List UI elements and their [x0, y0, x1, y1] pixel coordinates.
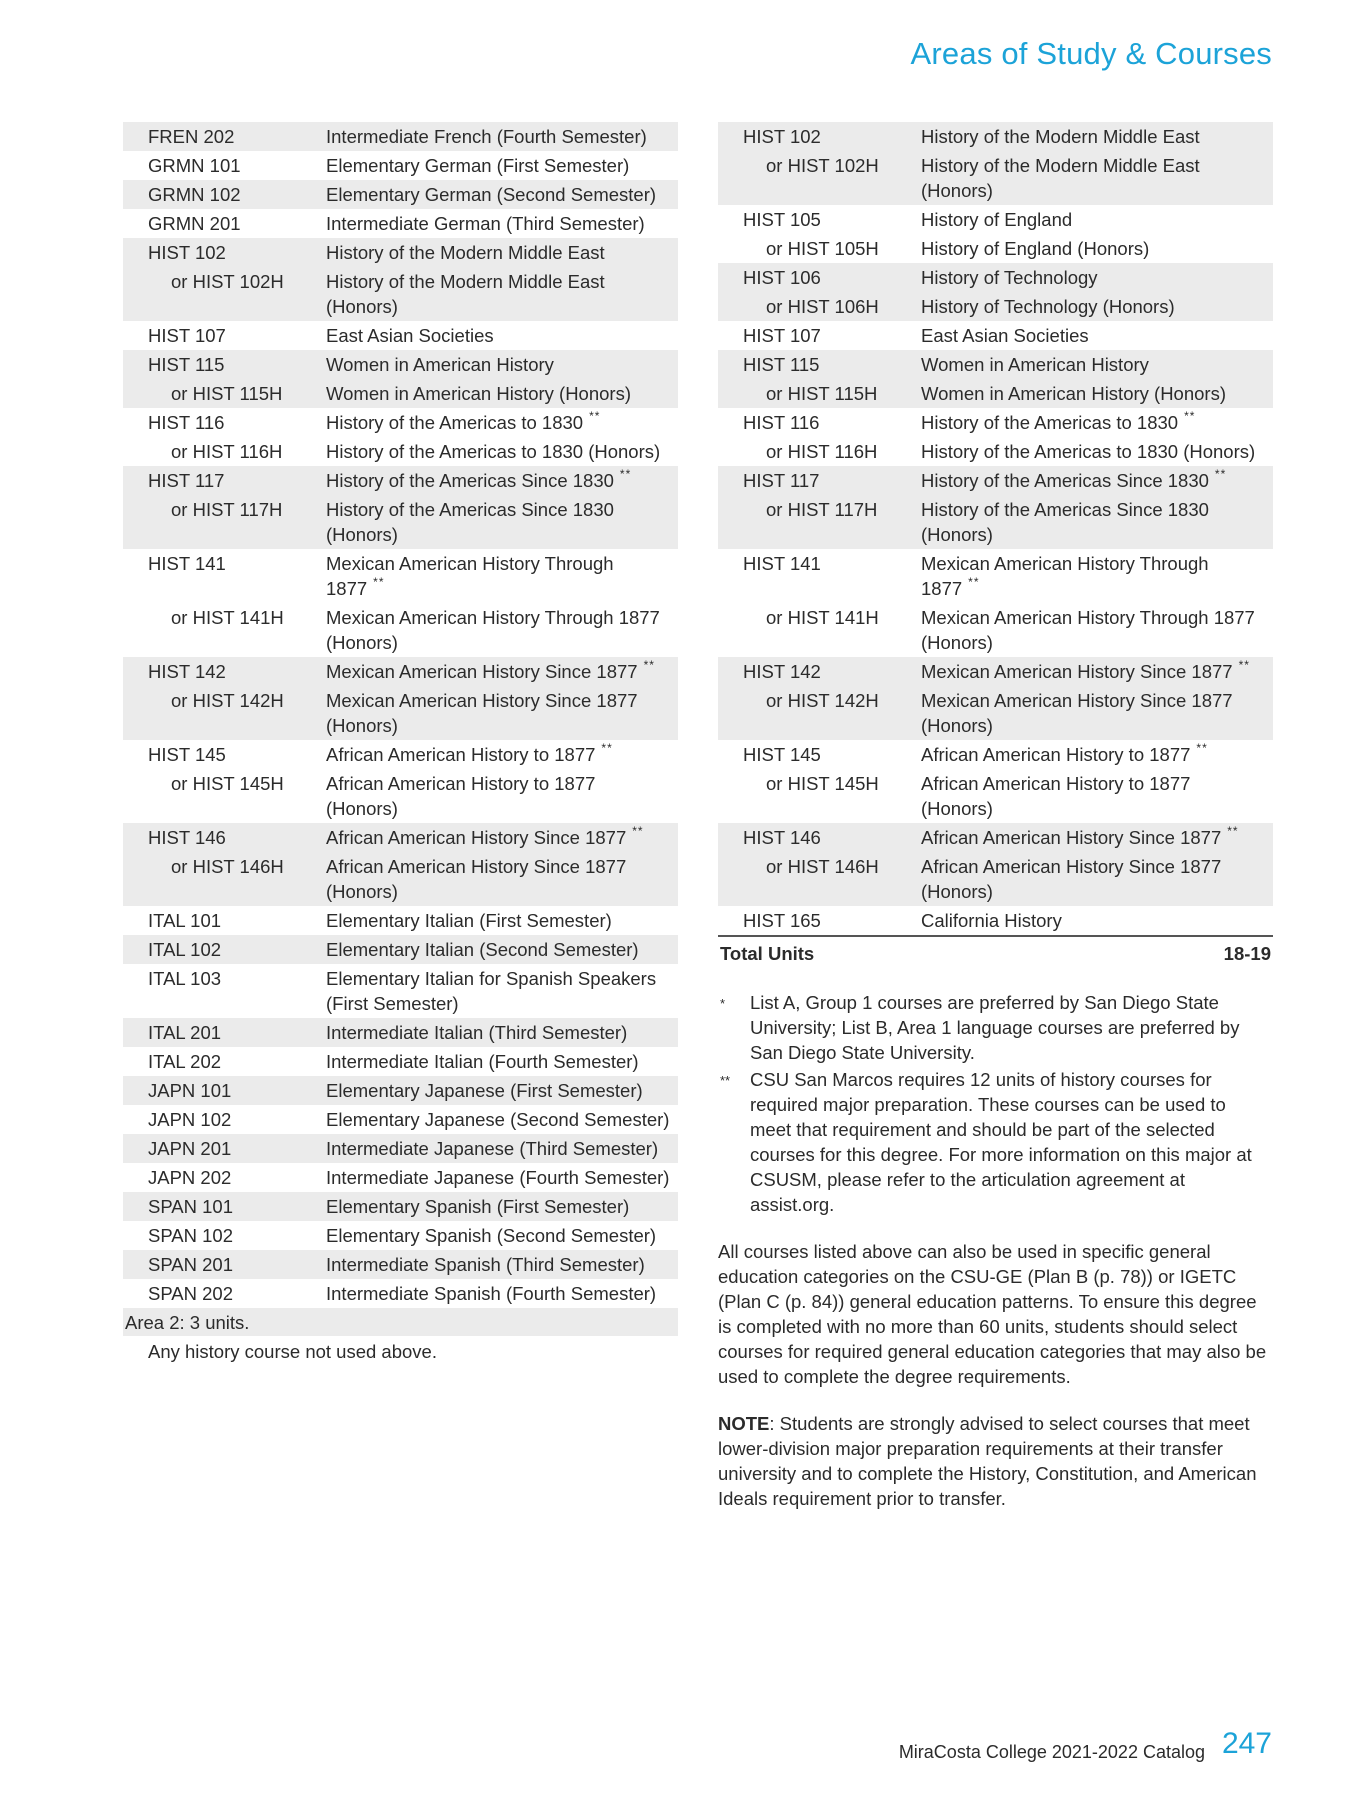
- course-code: HIST 146: [123, 823, 326, 852]
- course-code: or HIST 115H: [123, 379, 326, 408]
- course-title: Mexican American History Since 1877 (Honors): [921, 690, 1233, 736]
- footnote-marker: **: [1184, 409, 1196, 423]
- course-title: Women in American History: [326, 354, 554, 375]
- course-title: History of the Modern Middle East: [921, 126, 1200, 147]
- course-title-cell: [326, 686, 678, 740]
- catalog-footer: MiraCosta College 2021-2022 Catalog: [898, 1742, 1205, 1762]
- course-table-left: [123, 122, 678, 1308]
- footnote-marker: **: [589, 409, 601, 423]
- course-title-cell: [921, 906, 1273, 935]
- course-code: HIST 141: [148, 553, 226, 574]
- course-row: [123, 1279, 678, 1308]
- page-title: Areas of Study & Courses: [910, 36, 1272, 71]
- course-title-cell: [326, 209, 678, 238]
- course-row: [718, 350, 1273, 379]
- course-row: [123, 1105, 678, 1134]
- course-row: [123, 466, 678, 495]
- course-row: [123, 549, 678, 603]
- course-row: [123, 852, 678, 906]
- course-code: or HIST 146H: [123, 852, 326, 906]
- course-title: East Asian Societies: [326, 325, 494, 346]
- course-title-cell: [326, 1076, 678, 1105]
- course-title: Elementary Italian for Spanish Speakers (First Semester): [326, 968, 657, 1014]
- course-title-cell: [326, 379, 678, 408]
- course-title: Intermediate Spanish (Fourth Semester): [326, 1283, 657, 1304]
- course-code: or HIST 115H: [718, 379, 921, 408]
- course-title: History of Technology (Honors): [921, 296, 1175, 317]
- course-title-cell: [326, 1105, 678, 1134]
- course-code: GRMN 201: [148, 213, 241, 234]
- course-code: HIST 116: [743, 412, 820, 433]
- course-row: [123, 180, 678, 209]
- total-units-value: 18-19: [1223, 943, 1271, 964]
- course-row: [718, 603, 1273, 657]
- course-title: Elementary Japanese (Second Semester): [326, 1109, 670, 1130]
- course-table-right: [718, 122, 1273, 935]
- course-title-cell: [326, 321, 678, 350]
- course-code: JAPN 102: [148, 1109, 232, 1130]
- course-title: Intermediate Italian (Fourth Semester): [326, 1051, 639, 1072]
- footnote-marker: **: [643, 658, 655, 672]
- course-row: [123, 437, 678, 466]
- course-title: Intermediate French (Fourth Semester): [326, 126, 647, 147]
- course-title: Intermediate Japanese (Fourth Semester): [326, 1167, 670, 1188]
- course-title: African American History to 1877: [921, 744, 1191, 765]
- course-title: Women in American History (Honors): [326, 383, 631, 404]
- footnote-marker: **: [1214, 467, 1227, 481]
- course-title: Mexican American History Since 1877: [921, 661, 1233, 682]
- course-title: Elementary Italian (Second Semester): [326, 939, 639, 960]
- course-code: or HIST 117H: [718, 495, 921, 549]
- course-title: African American History Since 1877 (Honors): [921, 856, 1222, 902]
- course-title: Elementary German (First Semester): [326, 155, 630, 176]
- total-units-label: Total Units: [720, 943, 815, 964]
- course-row: [718, 852, 1273, 906]
- page-number: 247: [1221, 1727, 1272, 1760]
- course-row: [123, 1018, 678, 1047]
- course-title-cell: [921, 321, 1273, 350]
- course-title-cell: [326, 657, 678, 686]
- course-title-cell: [921, 234, 1273, 263]
- note-text: : Students are strongly advised to select courses that meet lower-division major preparation requirements at their transfer university and to complete the History, Constitution, and American Ideals requirement prior to transfer.: [718, 1413, 1257, 1509]
- course-title-cell: [326, 852, 678, 906]
- course-code: HIST 107: [148, 325, 226, 346]
- course-code: HIST 105: [743, 209, 821, 230]
- course-row: [123, 964, 678, 1018]
- course-title: African American History to 1877: [326, 744, 596, 765]
- course-title: History of Technology: [921, 267, 1098, 288]
- course-code: HIST 115: [123, 350, 326, 379]
- course-title: History of England: [921, 209, 1073, 230]
- course-code: SPAN 202: [148, 1283, 234, 1304]
- area-2-label: Area 2: 3 units.: [123, 1308, 678, 1336]
- course-title: History of the Americas to 1830 (Honors): [326, 441, 661, 462]
- course-code: or HIST 141H: [171, 607, 284, 628]
- course-code: SPAN 101: [123, 1192, 326, 1221]
- course-code: ITAL 201: [123, 1018, 326, 1047]
- course-title: Elementary Spanish (Second Semester): [326, 1225, 657, 1246]
- course-row: [718, 122, 1273, 151]
- course-code: HIST 142: [718, 657, 921, 686]
- course-code: ITAL 103: [148, 968, 222, 989]
- course-row: [123, 1134, 678, 1163]
- course-title-cell: [326, 1192, 678, 1221]
- course-row: [123, 209, 678, 238]
- course-title-cell: [921, 823, 1273, 852]
- course-row: [718, 823, 1273, 852]
- course-row: [718, 205, 1273, 234]
- course-code: HIST 116: [148, 412, 225, 433]
- course-title-cell: [326, 267, 678, 321]
- course-title: Elementary Italian (First Semester): [326, 910, 612, 931]
- course-title: Intermediate Japanese (Third Semester): [326, 1138, 659, 1159]
- course-title-cell: [326, 122, 678, 151]
- course-title-cell: [921, 205, 1273, 234]
- course-title-cell: [326, 603, 678, 657]
- course-title-cell: [921, 549, 1273, 603]
- course-row: [123, 238, 678, 267]
- course-code: JAPN 101: [123, 1076, 326, 1105]
- footnote-marker: **: [968, 575, 980, 589]
- course-title-cell: [326, 906, 678, 935]
- course-title: Intermediate German (Third Semester): [326, 213, 645, 234]
- course-code: HIST 117: [718, 466, 921, 495]
- footnote-marker: **: [632, 824, 644, 838]
- course-code: or HIST 142H: [718, 686, 921, 740]
- course-title: History of the Americas Since 1830 (Honors): [921, 499, 1209, 545]
- course-title: African American History to 1877 (Honors): [326, 773, 596, 819]
- course-row: [123, 769, 678, 823]
- course-title: History of the Modern Middle East: [326, 242, 605, 263]
- course-title: Women in American History: [921, 354, 1149, 375]
- course-title: History of England (Honors): [921, 238, 1150, 259]
- course-title-cell: [326, 350, 678, 379]
- course-row: [718, 740, 1273, 769]
- course-code: ITAL 101: [148, 910, 222, 931]
- course-title-cell: [326, 180, 678, 209]
- course-row: [123, 935, 678, 964]
- footnotes: [718, 990, 1273, 1217]
- course-code: SPAN 102: [148, 1225, 234, 1246]
- course-title-cell: [326, 437, 678, 466]
- course-title-cell: [326, 935, 678, 964]
- course-row: [123, 495, 678, 549]
- course-code: or HIST 117H: [123, 495, 326, 549]
- course-title: Mexican American History Since 1877 (Honors): [326, 690, 638, 736]
- course-title-cell: [921, 495, 1273, 549]
- course-title-cell: [921, 603, 1273, 657]
- course-title: African American History Since 1877: [921, 827, 1222, 848]
- course-code: or HIST 102H: [123, 267, 326, 321]
- ge-paragraph: All courses listed above can also be used in specific general education categories on the CSU-GE (Plan B (p. 78)) or IGETC (Plan C (p. 84)) general education patterns. To ensure this degree is completed with no more than 60 units, students should select courses for required general education categories that may also be used to complete the degree requirements.: [718, 1241, 1267, 1387]
- course-code: or HIST 116H: [171, 441, 283, 462]
- course-title-cell: [921, 122, 1273, 151]
- course-title: African American History Since 1877 (Honors): [326, 856, 627, 902]
- course-row: [123, 1163, 678, 1192]
- footnote-mark: **: [720, 1073, 731, 1088]
- course-code: HIST 141: [743, 553, 821, 574]
- course-title: East Asian Societies: [921, 325, 1089, 346]
- course-title: History of the Americas Since 1830: [326, 470, 614, 491]
- left-column: [123, 122, 678, 1364]
- course-row: [123, 1047, 678, 1076]
- course-row: [123, 686, 678, 740]
- course-title: Mexican American History Through 1877 (Honors): [326, 607, 660, 653]
- course-row: [123, 321, 678, 350]
- course-title-cell: [326, 1250, 678, 1279]
- course-title: Elementary Spanish (First Semester): [326, 1196, 630, 1217]
- course-title: History of the Americas to 1830: [326, 412, 584, 433]
- course-title-cell: [921, 466, 1273, 495]
- course-row: [123, 122, 678, 151]
- course-title: Mexican American History Through 1877 (Honors): [921, 607, 1255, 653]
- footnote-mark: *: [720, 996, 726, 1011]
- course-title-cell: [326, 1279, 678, 1308]
- course-title: California History: [921, 910, 1062, 931]
- course-row: [718, 151, 1273, 205]
- course-code: HIST 115: [718, 350, 921, 379]
- course-title: History of the Americas to 1830 (Honors): [921, 441, 1256, 462]
- course-title-cell: [921, 408, 1273, 437]
- footnote-marker: **: [1196, 741, 1208, 755]
- course-title-cell: [326, 1134, 678, 1163]
- course-title: History of the Modern Middle East (Honors): [921, 155, 1200, 201]
- course-row: [718, 263, 1273, 292]
- course-row: [718, 686, 1273, 740]
- course-row: [718, 906, 1273, 935]
- right-column: [718, 122, 1273, 1511]
- course-title: History of the Americas to 1830: [921, 412, 1179, 433]
- course-row: [718, 234, 1273, 263]
- course-title-cell: [326, 549, 678, 603]
- course-title-cell: [921, 379, 1273, 408]
- note-label: NOTE: [718, 1413, 770, 1434]
- course-code: or HIST 116H: [766, 441, 878, 462]
- course-row: [718, 321, 1273, 350]
- course-title: Women in American History (Honors): [921, 383, 1226, 404]
- course-title: Elementary German (Second Semester): [326, 184, 657, 205]
- course-title-cell: [921, 263, 1273, 292]
- course-code: or HIST 102H: [718, 151, 921, 205]
- course-code: or HIST 142H: [123, 686, 326, 740]
- footnote: [718, 990, 1273, 1065]
- course-title-cell: [326, 1221, 678, 1250]
- course-title-cell: [326, 408, 678, 437]
- course-title: Intermediate Spanish (Third Semester): [326, 1254, 645, 1275]
- course-row: [718, 466, 1273, 495]
- footnote-marker: **: [601, 741, 613, 755]
- course-row: [123, 906, 678, 935]
- course-row: [123, 1250, 678, 1279]
- course-title-cell: [326, 466, 678, 495]
- course-code: or HIST 141H: [766, 607, 879, 628]
- course-code: or HIST 145H: [171, 773, 284, 794]
- course-code: GRMN 102: [123, 180, 326, 209]
- footnote-text: List A, Group 1 courses are preferred by San Diego State University; List B, Area 1 language courses are preferred by San Diego State University.: [750, 992, 1240, 1063]
- course-row: [123, 151, 678, 180]
- course-row: [718, 657, 1273, 686]
- course-title: African American History to 1877 (Honors): [921, 773, 1191, 819]
- course-title-cell: [921, 740, 1273, 769]
- course-title: Intermediate Italian (Third Semester): [326, 1022, 628, 1043]
- course-title-cell: [326, 1018, 678, 1047]
- course-title: Mexican American History Through 1877: [326, 553, 614, 599]
- course-title: Elementary Japanese (First Semester): [326, 1080, 643, 1101]
- course-title: Mexican American History Since 1877: [326, 661, 638, 682]
- course-row: [123, 350, 678, 379]
- footnote-marker: **: [1227, 824, 1239, 838]
- course-row: [123, 379, 678, 408]
- course-row: [718, 292, 1273, 321]
- course-code: HIST 145: [743, 744, 821, 765]
- footnote-marker: **: [619, 467, 632, 481]
- course-row: [718, 437, 1273, 466]
- course-row: [718, 408, 1273, 437]
- total-units-row: [718, 935, 1273, 966]
- footnote-marker: **: [373, 575, 385, 589]
- course-row: [123, 657, 678, 686]
- course-title: History of the Americas Since 1830: [921, 470, 1209, 491]
- course-row: [123, 267, 678, 321]
- course-title-cell: [326, 495, 678, 549]
- course-title: History of the Americas Since 1830 (Honors): [326, 499, 614, 545]
- footnote-text: CSU San Marcos requires 12 units of history courses for required major preparation. These courses can be used to meet that requirement and should be part of the selected courses for this degree. For more information on this major at CSUSM, please refer to the articulation agreement at assist.org.: [750, 1069, 1252, 1215]
- course-title: History of the Modern Middle East (Honors): [326, 271, 605, 317]
- course-code: ITAL 202: [148, 1051, 222, 1072]
- course-title-cell: [326, 151, 678, 180]
- course-code: ITAL 102: [123, 935, 326, 964]
- course-title: Mexican American History Through 1877: [921, 553, 1209, 599]
- course-row: [718, 549, 1273, 603]
- course-row: [123, 1076, 678, 1105]
- course-row: [123, 1221, 678, 1250]
- course-title-cell: [921, 292, 1273, 321]
- course-code: or HIST 106H: [718, 292, 921, 321]
- course-code: SPAN 201: [123, 1250, 326, 1279]
- footnote-marker: **: [1238, 658, 1250, 672]
- course-title-cell: [326, 769, 678, 823]
- course-code: HIST 146: [718, 823, 921, 852]
- course-row: [123, 603, 678, 657]
- course-code: HIST 107: [743, 325, 821, 346]
- course-code: GRMN 101: [148, 155, 241, 176]
- course-title-cell: [326, 238, 678, 267]
- course-code: HIST 106: [718, 263, 921, 292]
- footnote: [718, 1067, 1273, 1217]
- course-code: JAPN 202: [148, 1167, 232, 1188]
- course-row: [718, 769, 1273, 823]
- course-row: [123, 823, 678, 852]
- course-code: HIST 102: [123, 238, 326, 267]
- course-row: [718, 379, 1273, 408]
- course-code: or HIST 105H: [766, 238, 879, 259]
- course-row: [123, 408, 678, 437]
- course-title-cell: [921, 852, 1273, 906]
- course-title-cell: [921, 350, 1273, 379]
- course-row: [123, 1192, 678, 1221]
- course-title-cell: [326, 1163, 678, 1192]
- course-row: [123, 740, 678, 769]
- course-title-cell: [921, 657, 1273, 686]
- course-code: JAPN 201: [123, 1134, 326, 1163]
- course-title-cell: [921, 686, 1273, 740]
- course-title-cell: [326, 740, 678, 769]
- course-title-cell: [921, 437, 1273, 466]
- course-title: African American History Since 1877: [326, 827, 627, 848]
- area-2-note: Any history course not used above.: [148, 1341, 437, 1362]
- note-paragraph: [718, 1411, 1273, 1511]
- course-title-cell: [326, 1047, 678, 1076]
- course-code: or HIST 146H: [718, 852, 921, 906]
- course-title-cell: [921, 769, 1273, 823]
- course-code: FREN 202: [123, 122, 326, 151]
- course-title-cell: [326, 964, 678, 1018]
- course-code: or HIST 145H: [766, 773, 879, 794]
- course-code: HIST 117: [123, 466, 326, 495]
- course-row: [718, 495, 1273, 549]
- course-code: HIST 102: [718, 122, 921, 151]
- course-code: HIST 145: [148, 744, 226, 765]
- course-code: HIST 165: [743, 910, 821, 931]
- course-title-cell: [921, 151, 1273, 205]
- course-code: HIST 142: [123, 657, 326, 686]
- course-title-cell: [326, 823, 678, 852]
